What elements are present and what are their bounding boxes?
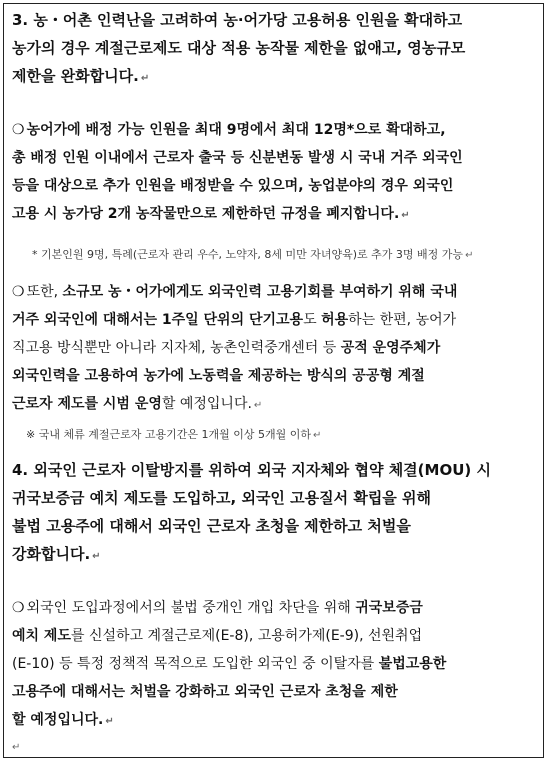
s4-b1-l2-b: 를 신설하고 계절근로제(E-8), 고용허가제(E-9), 선원취업 (70, 628, 423, 644)
section-3-line-3 (12, 62, 535, 93)
end-return-mark: ↵ (12, 742, 21, 753)
s4-b1-line-3 (12, 650, 535, 678)
s3-b2-line-4: 외국인력을 고용하여 농가에 노동력을 제공하는 방식의 공공형 계절 (12, 368, 425, 384)
s3-b2-l2-b: 도 (303, 312, 317, 328)
s3-b1-line-3: 등을 대상으로 추가 인원을 배정받을 수 있으며, 농업분야의 경우 외국인 (12, 178, 454, 194)
note-1-text: * 기본인원 9명, 특례(근로자 관리 우수, 노약자, 8세 미만 자녀양육)로 추가 3명 배정 가능 (32, 248, 464, 261)
s3-b1-line-1-text: 농어가에 배정 가능 인원을 최대 9명에서 최대 12명*으로 확대하고, (26, 122, 446, 138)
section-4-line-2: 귀국보증금 예치 제도를 도입하고, 외국인 고용질서 확립을 위해 (12, 489, 431, 507)
section-4-line-4 (12, 540, 535, 571)
s4-b1-l2-a: 예치 제도 (12, 628, 71, 644)
s3-b2-l2-d: 하는 한편, 농어가 (348, 312, 457, 328)
s3-b2-l2-c: 허용 (321, 312, 349, 328)
s3-b1-line-4-text: 고용 시 농가당 2개 농작물만으로 제한하던 규정을 폐지합니다. (12, 206, 400, 222)
return-mark: ↵ (312, 430, 322, 441)
s4-b1-l3-b: 불법고용한 (378, 656, 447, 672)
bullet-circle-icon: ❍ (12, 122, 25, 138)
section-4-heading (12, 456, 535, 571)
s3-b2-line-1 (12, 278, 535, 306)
section-3-heading (12, 6, 535, 93)
bullet-circle-icon: ❍ (12, 600, 25, 616)
section-4-line-3: 불법 고용주에 대해서 외국인 근로자 초청을 제한하고 처벌을 (12, 517, 411, 535)
s3-b2-l3-b: 공적 운영주체가 (340, 340, 441, 356)
section-3-bullet-1 (12, 116, 535, 230)
section-3-bullet-2 (12, 278, 535, 420)
section-4-line-1: 4. 외국인 근로자 이탈방지를 위하여 외국 지자체와 협약 체결(MOU) 시 (12, 461, 491, 479)
s3-b2-l2-a: 거주 외국인에 대해서는 1주일 단위의 단기고용 (12, 312, 304, 328)
s3-b2-l3-a: 직고용 방식뿐만 아니라 지자체, 농촌인력중개센터 등 (12, 340, 337, 356)
bullet-circle-icon: ❍ (12, 284, 25, 300)
s3-b1-line-4 (12, 200, 535, 230)
section-4-line-4-text: 강화합니다. (12, 545, 91, 563)
s4-b1-line-4: 고용주에 대해서는 처벌을 강화하고 외국인 근로자 초청을 제한 (12, 684, 398, 700)
s3-b2-l5-a: 근로자 제도를 시범 운영 (12, 396, 162, 412)
return-mark: ↵ (465, 250, 474, 261)
s4-b1-l1-a: 외국인 도입과정에서의 불법 중개인 개입 차단을 위해 (26, 600, 351, 616)
note-2 (26, 426, 535, 445)
s3-b2-line-3 (12, 334, 535, 362)
s4-b1-line-5-text: 할 예정입니다. (12, 712, 104, 728)
note-1 (32, 246, 535, 265)
section-3-line-2: 농가의 경우 계절근로제도 대상 적용 농작물 제한을 없애고, 영농규모 (12, 39, 466, 57)
s3-b1-line-1 (12, 116, 535, 144)
s3-b2-l1-a: 또한, (26, 284, 59, 300)
s4-b1-line-2 (12, 622, 535, 650)
s4-b1-l3-a: (E-10) 등 특정 정책적 목적으로 도입한 외국인 중 이탈자를 (12, 656, 375, 672)
return-mark: ↵ (92, 551, 101, 562)
s4-b1-l1-b: 귀국보증금 (355, 600, 423, 616)
note-2-text: ※ 국내 체류 계절근로자 고용기간은 1개월 이상 5개월 이하 (26, 428, 311, 441)
section-3-line-1: 3. 농・어촌 인력난을 고려하여 농·어가당 고용허용 인원을 확대하고 (12, 11, 463, 29)
s3-b2-l1-b: 소규모 농・어가에게도 외국인력 고용기회를 부여하기 위해 국내 (62, 284, 458, 300)
s4-b1-line-5 (12, 706, 535, 736)
s3-b2-l5-b: 할 예정입니다. (161, 396, 252, 412)
document-frame (3, 3, 544, 758)
return-mark: ↵ (401, 210, 410, 221)
return-mark: ↵ (105, 716, 114, 727)
section-4-bullet-1 (12, 594, 535, 736)
s4-b1-line-1 (12, 594, 535, 622)
section-3-line-3-text: 제한을 완화합니다. (12, 67, 139, 85)
return-mark: ↵ (253, 400, 263, 411)
return-mark: ↵ (140, 73, 150, 84)
s3-b1-line-2: 총 배정 인원 이내에서 근로자 출국 등 신분변동 발생 시 국내 거주 외국인 (12, 150, 463, 166)
s3-b2-line-5 (12, 390, 535, 420)
s3-b2-line-2 (12, 306, 535, 334)
